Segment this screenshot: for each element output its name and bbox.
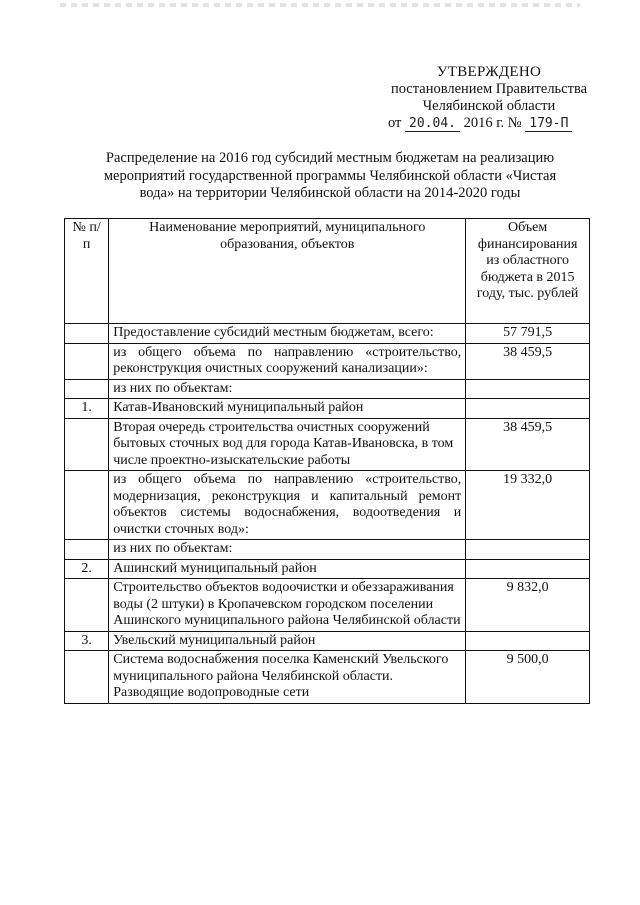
row-value: 9 500,0: [466, 651, 590, 704]
table-row: [65, 631, 590, 651]
approval-line-2: Челябинской области: [422, 98, 556, 114]
table-row: [65, 471, 590, 540]
row-value: 38 459,5: [466, 343, 590, 379]
row-num: [65, 540, 109, 560]
row-name: из них по объектам:: [109, 540, 466, 560]
approval-title: УТВЕРЖДЕНО: [436, 64, 542, 80]
row-name: Ашинский муниципальный район: [109, 559, 466, 579]
header-num: № п/п: [65, 219, 109, 324]
row-name: Вторая очередь строительства очистных сооружений бытовых сточных вод для города Катав-Ивановска, в том числе проектно-изыскательские работы: [109, 418, 466, 471]
row-num: [65, 579, 109, 632]
approval-stamp: [384, 64, 594, 132]
row-name: из общего объема по направлению «строительство, модернизация, реконструкция и капитальный ремонт объектов системы водоснабжения, водоотведения и очистки сточных вод»:: [109, 471, 466, 540]
row-num: [65, 324, 109, 344]
row-num: [65, 471, 109, 540]
approval-from-label: от: [388, 115, 402, 131]
row-value: [466, 540, 590, 560]
row-num: 3.: [65, 631, 109, 651]
row-value: 38 459,5: [466, 418, 590, 471]
row-num: [65, 651, 109, 704]
approval-date: 20.04.: [405, 116, 460, 132]
row-name: Строительство объектов водоочистки и обеззараживания воды (2 штуки) в Кропачевском городском поселении Ашинского муниципального района Челябинской области: [109, 579, 466, 632]
table-row: [65, 324, 590, 344]
row-name: Катав-Ивановский муниципальный район: [109, 399, 466, 419]
row-value: 9 832,0: [466, 579, 590, 632]
header-value: Объем финансирования из областного бюджета в 2015 году, тыс. рублей: [466, 219, 590, 324]
approval-number: 179-П: [525, 116, 572, 132]
table-row: [65, 559, 590, 579]
scan-artifact: [60, 3, 580, 7]
table-row: [65, 579, 590, 632]
row-num: [65, 343, 109, 379]
row-name: Система водоснабжения поселка Каменский Увельского муниципального района Челябинской области. Разводящие водопроводные сети: [109, 651, 466, 704]
table-row: [65, 418, 590, 471]
document-heading: [60, 150, 600, 203]
row-num: [65, 379, 109, 399]
approval-year-label: 2016 г. №: [463, 115, 522, 131]
row-num: 2.: [65, 559, 109, 579]
table-row: [65, 343, 590, 379]
table-row: [65, 399, 590, 419]
row-num: 1.: [65, 399, 109, 419]
row-name: Увельский муниципальный район: [109, 631, 466, 651]
header-name: Наименование мероприятий, муниципального образования, объектов: [109, 219, 466, 324]
heading-line-1: Распределение на 2016 год субсидий местным бюджетам на реализацию: [105, 150, 555, 166]
row-name: Предоставление субсидий местным бюджетам, всего:: [109, 324, 466, 344]
table-row: [65, 540, 590, 560]
table-row: [65, 379, 590, 399]
row-num: [65, 418, 109, 471]
distribution-table: [64, 218, 590, 704]
heading-line-2: мероприятий государственной программы Челябинской области «Чистая: [103, 167, 557, 184]
row-value: [466, 559, 590, 579]
table-row: [65, 651, 590, 704]
row-value: [466, 379, 590, 399]
row-value: [466, 399, 590, 419]
row-name: из них по объектам:: [109, 379, 466, 399]
table-header-row: [65, 219, 590, 324]
heading-line-3: вода» на территории Челябинской области на 2014-2020 годы: [139, 185, 521, 201]
approval-dateline: [384, 115, 594, 132]
approval-line-1: постановлением Правительства: [390, 81, 588, 97]
row-value: 19 332,0: [466, 471, 590, 540]
row-value: [466, 631, 590, 651]
row-value: 57 791,5: [466, 324, 590, 344]
row-name: из общего объема по направлению «строительство, реконструкция очистных сооружений канализации»:: [109, 343, 466, 379]
